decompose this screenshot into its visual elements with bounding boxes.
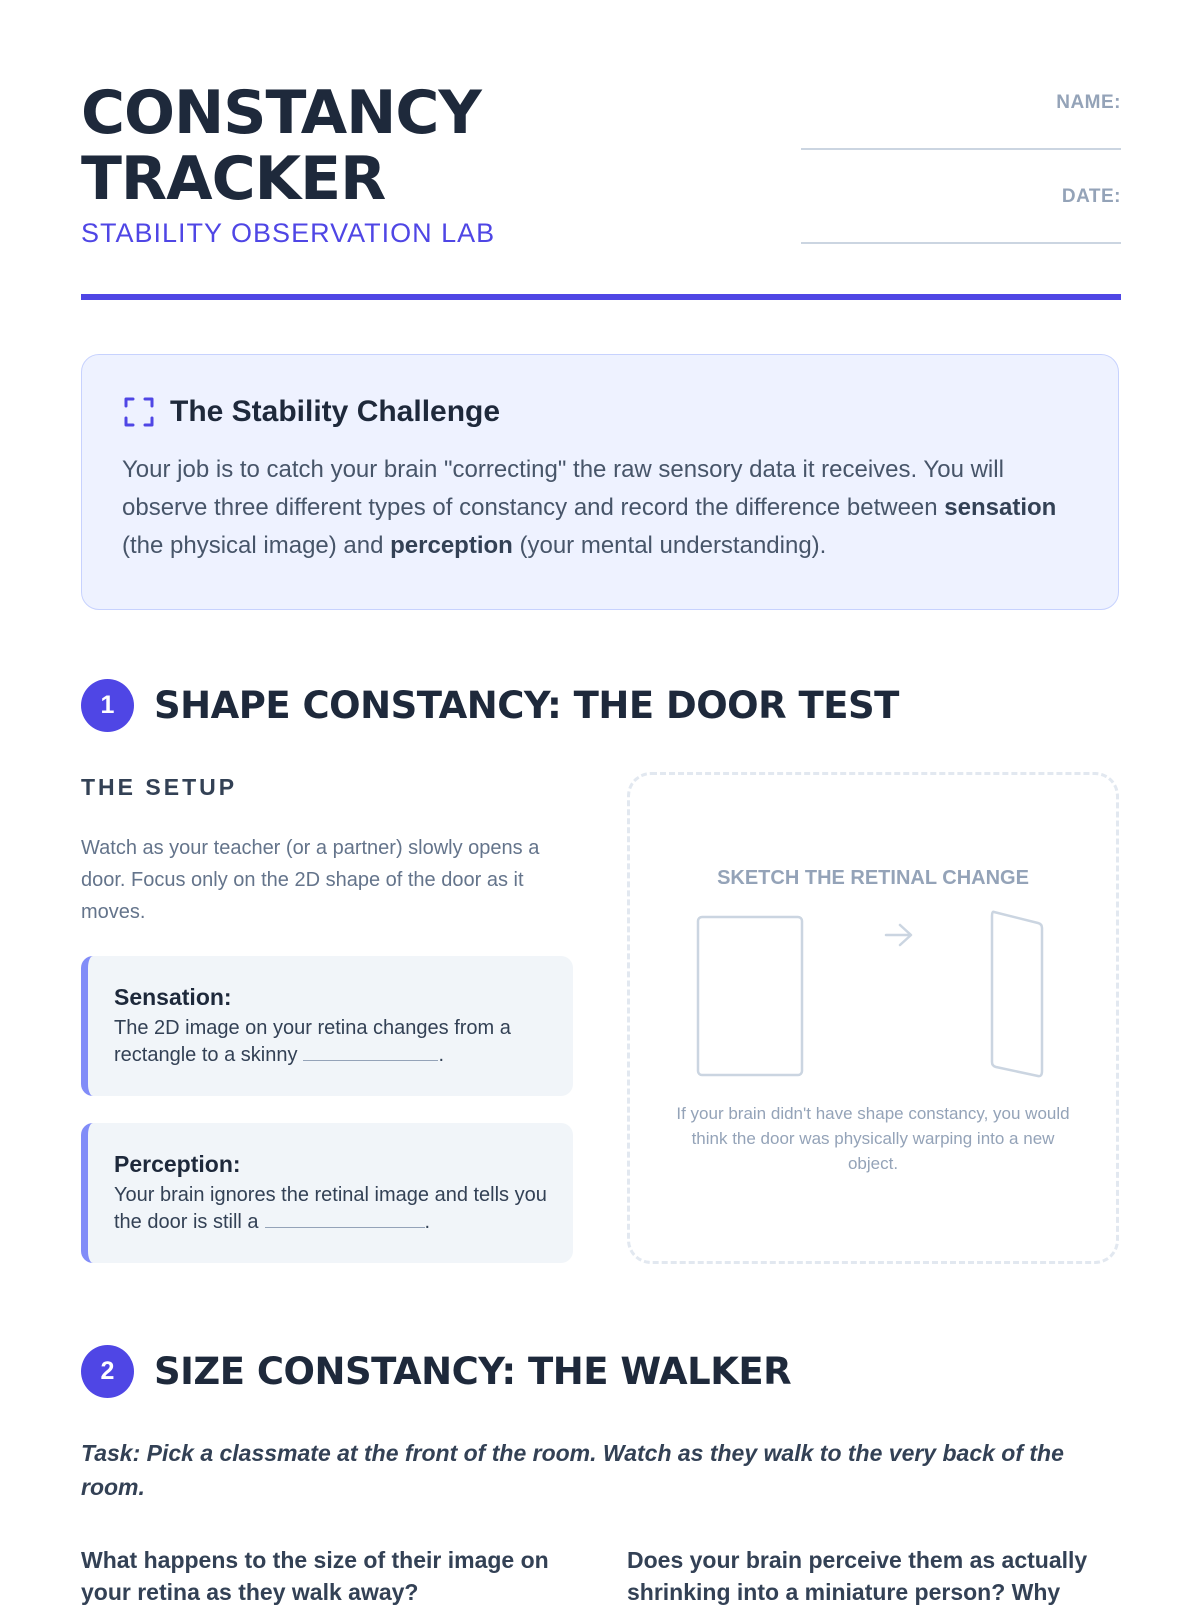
- section-2-heading: [81, 1345, 791, 1398]
- term-perception: perception: [390, 532, 513, 559]
- question-retina-size: What happens to the size of their image on your retina as they walk away?: [81, 1547, 549, 1605]
- door-sketch-diagram: [630, 905, 1116, 1085]
- sketch-area[interactable]: [627, 772, 1119, 1264]
- perception-card: [81, 1123, 573, 1263]
- door-rectangle-shape: [698, 917, 802, 1075]
- sensation-text: The 2D image on your retina changes from a rectangle to a skinny .: [114, 1017, 511, 1066]
- setup-text: Watch as your teacher (or a partner) slowly opens a door. Focus only on the 2D shape of the door as it moves.: [81, 837, 540, 923]
- term-sensation: sensation: [944, 494, 1057, 521]
- sketch-caption: If your brain didn't have shape constancy, you would think the door was physically warping into a new object.: [676, 1104, 1070, 1173]
- focus-frame-icon: [122, 395, 156, 429]
- worksheet-page: [81, 0, 1121, 1605]
- stability-challenge-box: [81, 354, 1119, 610]
- sensation-card: [81, 956, 573, 1096]
- section-1-heading: [81, 679, 899, 732]
- question-shrinking: Does your brain perceive them as actually shrinking into a miniature person? Why: [627, 1547, 1088, 1605]
- perception-blank[interactable]: [265, 1213, 425, 1228]
- challenge-title: The Stability Challenge: [170, 395, 501, 428]
- perception-title: Perception:: [114, 1151, 241, 1177]
- page-title: [81, 80, 481, 212]
- setup-label: THE SETUP: [81, 774, 238, 800]
- arrow-right-icon: [886, 925, 911, 945]
- sensation-blank[interactable]: [303, 1046, 438, 1061]
- sensation-title: Sensation:: [114, 984, 232, 1010]
- perception-text: Your brain ignores the retinal image and tells you the door is still a .: [114, 1184, 547, 1233]
- name-label: NAME:: [1056, 92, 1121, 113]
- page-subtitle: STABILITY OBSERVATION LAB: [81, 218, 496, 248]
- section-1-title: SHAPE CONSTANCY: THE DOOR TEST: [154, 684, 899, 727]
- section-2-title: SIZE CONSTANCY: THE WALKER: [154, 1350, 792, 1393]
- name-field[interactable]: [801, 148, 1121, 150]
- section-1-number: 1: [81, 679, 134, 732]
- door-trapezoid-shape: [992, 912, 1042, 1076]
- section-2-task: Task: Pick a classmate at the front of the room. Watch as they walk to the very back of the room.: [81, 1440, 1064, 1500]
- title-line-1: CONSTANCY: [81, 78, 481, 148]
- challenge-heading: [122, 395, 1078, 429]
- sketch-title: SKETCH THE RETINAL CHANGE: [717, 867, 1029, 889]
- date-field[interactable]: [801, 242, 1121, 244]
- challenge-text: Your job is to catch your brain "correcting" the raw sensory data it receives. You will observe three different types of constancy and record the difference between sensation (the physical image) and perception (your mental understanding).: [122, 456, 1057, 559]
- date-label: DATE:: [1061, 186, 1121, 207]
- section-2-number: 2: [81, 1345, 134, 1398]
- title-line-2: TRACKER: [81, 144, 386, 214]
- header-divider: [81, 294, 1121, 300]
